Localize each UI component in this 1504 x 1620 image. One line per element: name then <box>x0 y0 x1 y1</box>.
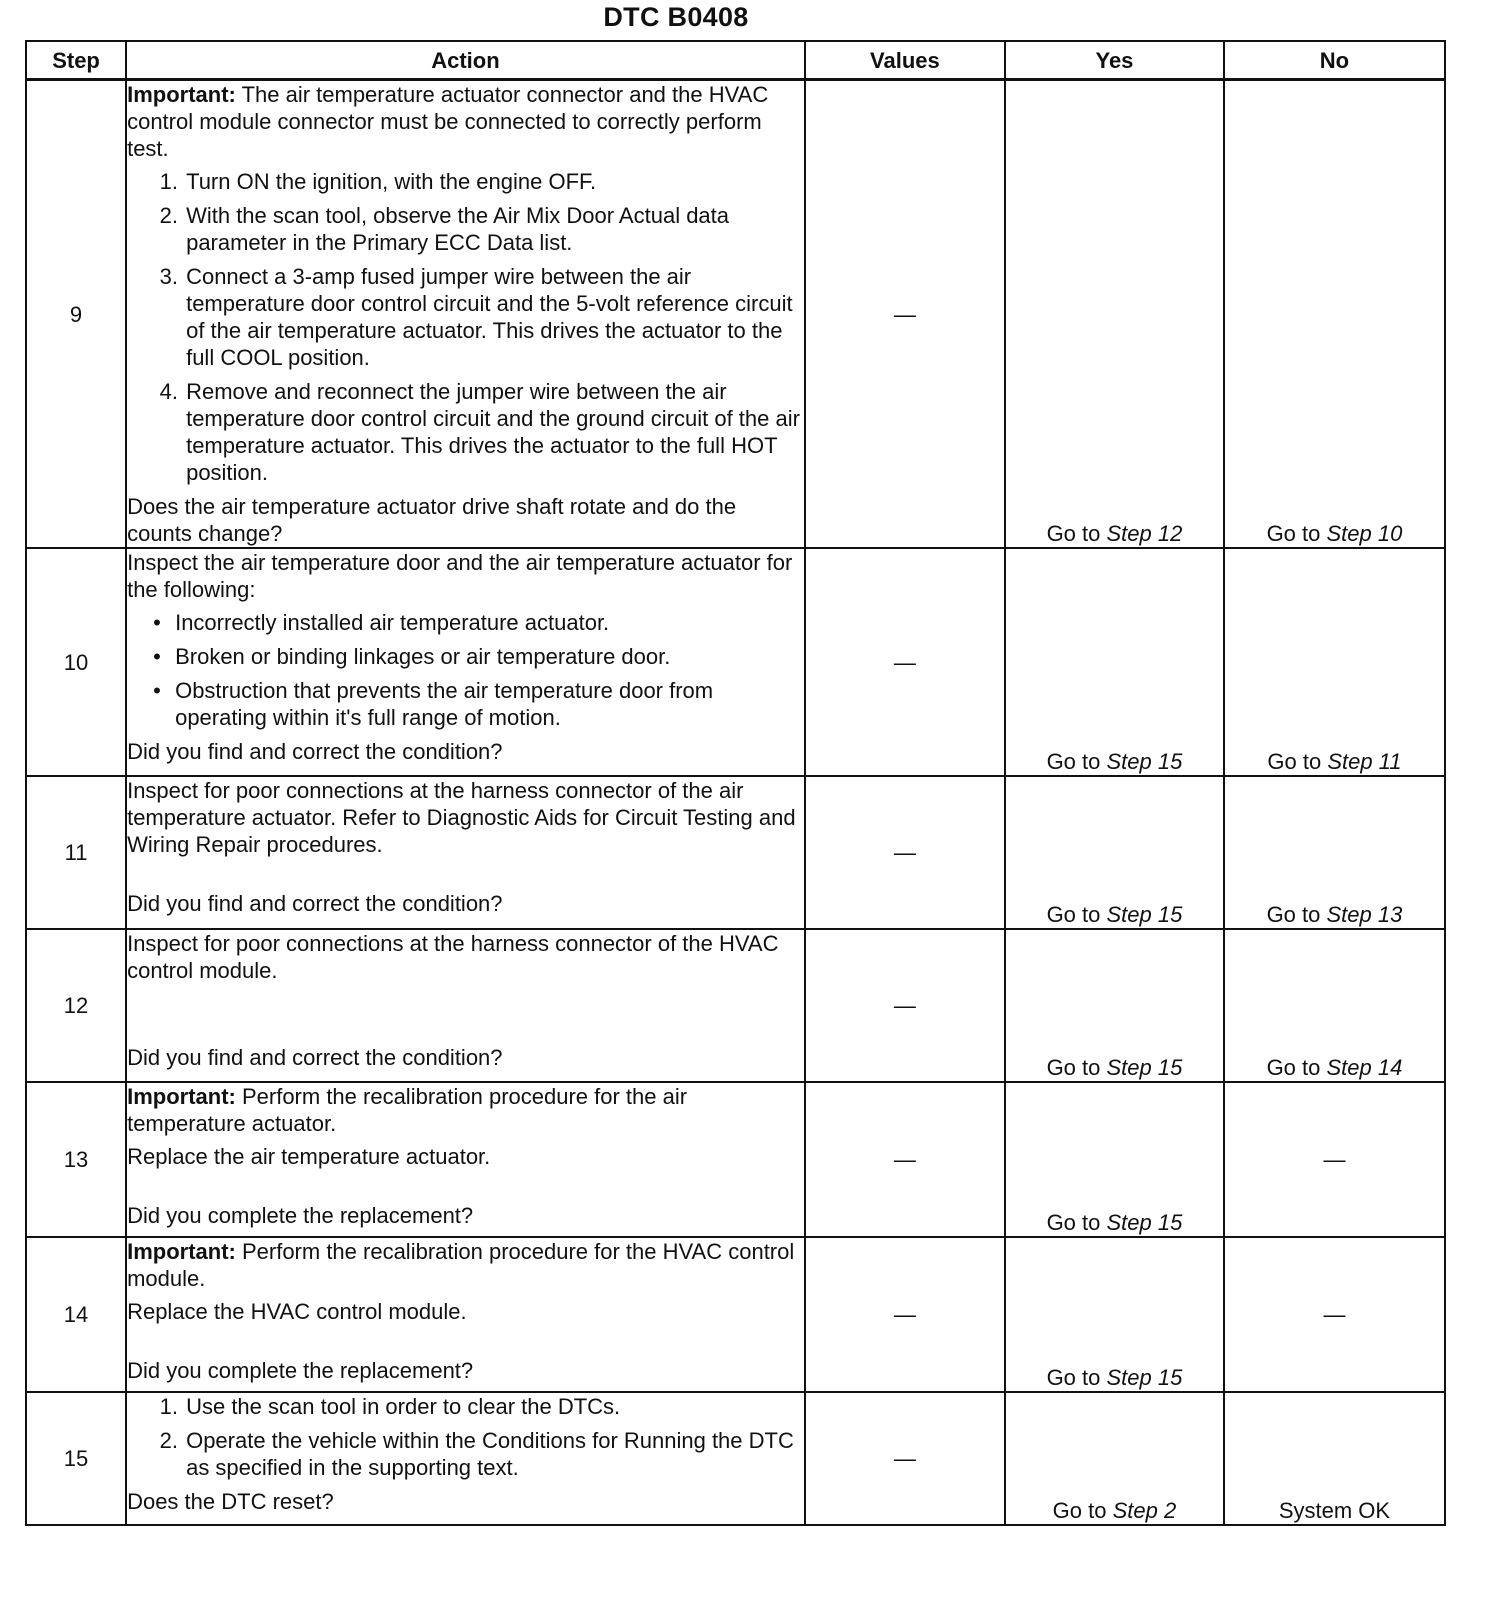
column-header-no: No <box>1224 41 1445 80</box>
value-cell <box>805 548 1005 776</box>
no-step-ref: Step 13 <box>1326 902 1403 927</box>
spacer <box>127 990 804 1044</box>
no-text: — <box>1323 1147 1346 1172</box>
list-item: 4. Remove and reconnect the jumper wire between the air temperature door control circuit and the ground circuit of the air temperature actuator. This drives the actuator to the full HOT position. <box>184 378 804 486</box>
go-to-label: Go to <box>1046 1365 1101 1390</box>
list-item: 3. Connect a 3-amp fused jumper wire between the air temperature door control circuit and the 5-volt reference circuit of the air temperature actuator. This drives the actuator to the full COOL position. <box>184 263 804 371</box>
no-step-ref: Step 14 <box>1326 1055 1403 1080</box>
table-row <box>26 1082 1445 1237</box>
go-to-label: Go to <box>1052 1498 1107 1523</box>
question-text: Did you find and correct the condition? <box>127 1045 503 1070</box>
list-item: • Obstruction that prevents the air temperature door from operating within it's full range of motion. <box>153 678 714 730</box>
yes-step-ref: Step 15 <box>1106 749 1183 774</box>
question-text: Did you complete the replacement? <box>127 1358 474 1383</box>
value-text: — <box>893 1446 916 1471</box>
no-step-ref: Step 11 <box>1327 749 1402 774</box>
question-text: Did you complete the replacement? <box>127 1203 474 1228</box>
action-cell <box>126 1237 805 1392</box>
list-item: 1. Use the scan tool in order to clear the DTCs. <box>184 1393 804 1420</box>
important-note <box>127 81 804 162</box>
column-header-step: Step <box>26 41 126 80</box>
value-text: — <box>893 1302 916 1327</box>
no-text: System OK <box>1278 1498 1391 1523</box>
list-item: 2. Operate the vehicle within the Conditions for Running the DTC as specified in the supporting text. <box>184 1427 804 1481</box>
yes-step-ref: Step 15 <box>1106 1055 1183 1080</box>
no-cell <box>1224 776 1445 929</box>
header-row <box>26 41 1445 80</box>
value-cell <box>805 929 1005 1082</box>
value-cell <box>805 776 1005 929</box>
action-cell <box>126 929 805 1082</box>
step-number: 15 <box>26 1392 126 1525</box>
bullet-icon: • <box>153 678 161 703</box>
column-header-yes: Yes <box>1005 41 1224 80</box>
value-cell <box>805 80 1005 549</box>
value-text: — <box>893 1147 916 1172</box>
list-item: 1. Turn ON the ignition, with the engine OFF. <box>184 168 804 195</box>
table-row <box>26 929 1445 1082</box>
no-cell <box>1224 1392 1445 1525</box>
table-row <box>26 1392 1445 1525</box>
bullet-list <box>127 609 804 731</box>
intro-text: Inspect for poor connections at the harness connector of the HVAC control module. <box>127 931 779 983</box>
no-cell <box>1224 548 1445 776</box>
go-to-label: Go to <box>1046 902 1101 927</box>
question-text: Did you find and correct the condition? <box>127 891 503 916</box>
no-cell <box>1224 1237 1445 1392</box>
go-to-label: Go to <box>1046 1055 1101 1080</box>
table-row <box>26 776 1445 929</box>
action-text: Replace the HVAC control module. <box>127 1299 467 1324</box>
diagnostic-table <box>25 40 1446 1526</box>
yes-cell <box>1005 929 1224 1082</box>
list-item: • Broken or binding linkages or air temperature door. <box>153 644 671 669</box>
step-number: 13 <box>26 1082 126 1237</box>
important-text: Perform the recalibration procedure for the HVAC control module. <box>127 1239 795 1291</box>
value-text: — <box>893 993 916 1018</box>
go-to-label: Go to <box>1046 1210 1101 1235</box>
yes-step-ref: Step 15 <box>1106 902 1183 927</box>
action-cell <box>126 80 805 549</box>
go-to-label: Go to <box>1266 521 1321 546</box>
yes-cell <box>1005 1237 1224 1392</box>
value-cell <box>805 1082 1005 1237</box>
important-text: Perform the recalibration procedure for the air temperature actuator. <box>127 1084 688 1136</box>
spacer <box>127 1176 804 1202</box>
value-cell <box>805 1237 1005 1392</box>
intro-text: Inspect for poor connections at the harness connector of the air temperature actuator. Refer to Diagnostic Aids for Circuit Testing and Wiring Repair procedures. <box>127 778 796 857</box>
no-cell <box>1224 80 1445 549</box>
spacer <box>127 864 804 890</box>
question-text: Did you find and correct the condition? <box>127 739 503 764</box>
important-note <box>127 1238 804 1292</box>
numbered-steps <box>127 1393 804 1481</box>
step-number: 9 <box>26 80 126 549</box>
value-cell <box>805 1392 1005 1525</box>
value-text: — <box>893 649 916 675</box>
action-text: Replace the air temperature actuator. <box>127 1144 491 1169</box>
action-cell <box>126 1392 805 1525</box>
step-number: 11 <box>26 776 126 929</box>
important-text: The air temperature actuator connector and the HVAC control module connector must be connected to correctly perform test. <box>127 82 769 161</box>
step-number: 14 <box>26 1237 126 1392</box>
go-to-label: Go to <box>1046 521 1101 546</box>
bullet-icon: • <box>153 610 161 635</box>
table-row <box>26 80 1445 549</box>
spacer <box>127 1331 804 1357</box>
action-cell <box>126 548 805 776</box>
yes-cell <box>1005 80 1224 549</box>
no-cell <box>1224 1082 1445 1237</box>
bullet-icon: • <box>153 644 161 669</box>
go-to-label: Go to <box>1267 749 1322 774</box>
numbered-steps <box>127 168 804 486</box>
no-text: — <box>1323 1302 1346 1327</box>
important-note <box>127 1083 804 1137</box>
page-title: DTC B0408 <box>603 2 749 32</box>
yes-cell <box>1005 548 1224 776</box>
yes-step-ref: Step 12 <box>1106 521 1183 546</box>
important-label: Important: <box>127 1239 236 1264</box>
column-header-values: Values <box>805 41 1005 80</box>
yes-cell <box>1005 776 1224 929</box>
value-text: — <box>893 840 916 865</box>
step-number: 12 <box>26 929 126 1082</box>
action-cell <box>126 776 805 929</box>
value-text: — <box>893 301 916 327</box>
question-text: Does the air temperature actuator drive shaft rotate and do the counts change? <box>127 494 737 546</box>
list-item: • Incorrectly installed air temperature actuator. <box>153 610 610 635</box>
go-to-label: Go to <box>1266 1055 1321 1080</box>
no-step-ref: Step 10 <box>1326 521 1403 546</box>
no-cell <box>1224 929 1445 1082</box>
yes-step-ref: Step 15 <box>1106 1210 1183 1235</box>
step-number: 10 <box>26 548 126 776</box>
yes-step-ref: Step 2 <box>1112 1498 1177 1523</box>
list-item: 2. With the scan tool, observe the Air Mix Door Actual data parameter in the Primary ECC Data list. <box>184 202 804 256</box>
important-label: Important: <box>127 82 236 107</box>
important-label: Important: <box>127 1084 236 1109</box>
go-to-label: Go to <box>1046 749 1101 774</box>
table-row <box>26 1237 1445 1392</box>
question-text: Does the DTC reset? <box>127 1489 334 1514</box>
go-to-label: Go to <box>1266 902 1321 927</box>
table-row <box>26 548 1445 776</box>
column-header-action: Action <box>126 41 805 80</box>
yes-step-ref: Step 15 <box>1106 1365 1183 1390</box>
yes-cell <box>1005 1082 1224 1237</box>
intro-text: Inspect the air temperature door and the air temperature actuator for the following: <box>127 550 793 602</box>
yes-cell <box>1005 1392 1224 1525</box>
action-cell <box>126 1082 805 1237</box>
